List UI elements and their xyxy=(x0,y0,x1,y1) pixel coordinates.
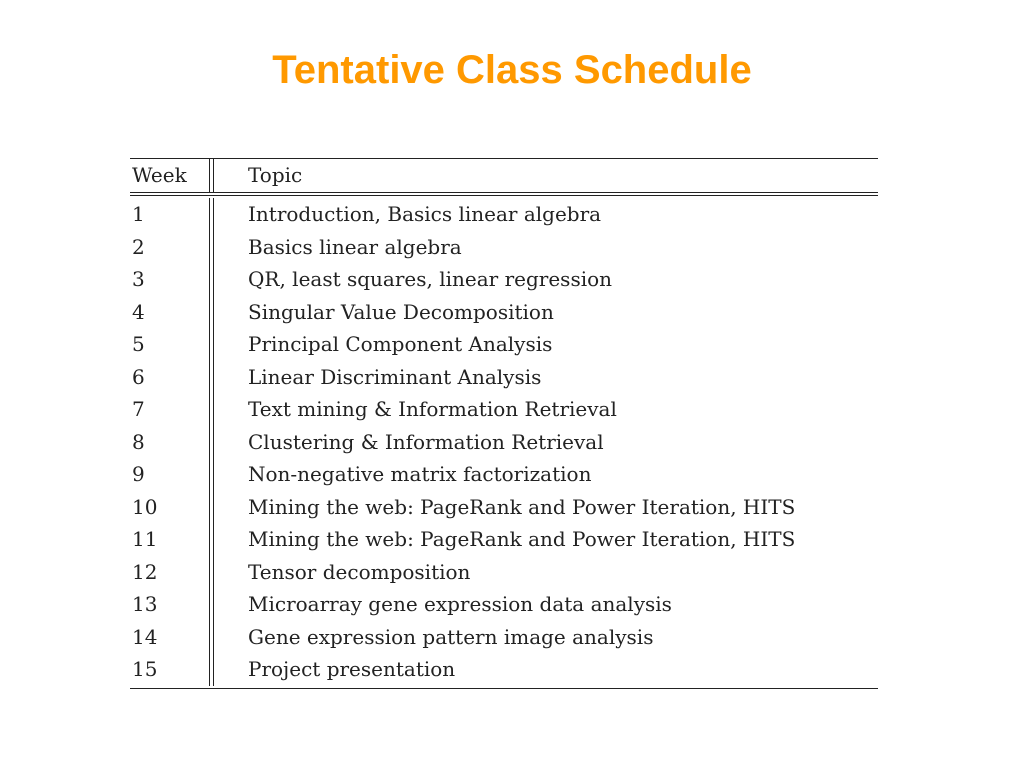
table-row xyxy=(130,653,878,686)
topic-text: Gene expression pattern image analysis xyxy=(248,624,654,649)
week-number: 4 xyxy=(132,299,145,324)
week-number: 10 xyxy=(132,494,158,519)
column-separator xyxy=(209,491,214,524)
table-row xyxy=(130,491,878,524)
week-number: 7 xyxy=(132,397,145,421)
week-number: 12 xyxy=(132,559,158,584)
table-row xyxy=(130,621,878,654)
table-row xyxy=(130,523,878,556)
column-separator xyxy=(209,556,214,589)
topic-text: Microarray gene expression data analysis xyxy=(248,592,672,616)
topic-text: Mining the web: PageRank and Power Iteration, HITS xyxy=(248,494,796,519)
week-number: 11 xyxy=(132,527,158,551)
topic-text: Non-negative matrix factorization xyxy=(248,462,592,486)
topic-text: Mining the web: PageRank and Power Iteration, HITS xyxy=(248,527,796,551)
week-number: 2 xyxy=(132,234,145,259)
week-number: 5 xyxy=(132,332,145,356)
topic-text: Singular Value Decomposition xyxy=(248,299,554,324)
table-header-row xyxy=(130,159,878,192)
week-number: 8 xyxy=(132,429,145,454)
topic-text: QR, least squares, linear regression xyxy=(248,267,613,291)
week-column-header: Week xyxy=(132,163,187,187)
table-row xyxy=(130,458,878,491)
column-separator xyxy=(209,621,214,654)
table-bottom-rule xyxy=(130,688,878,689)
week-number: 6 xyxy=(132,364,145,389)
week-number: 3 xyxy=(132,267,145,291)
table-row xyxy=(130,296,878,329)
column-separator xyxy=(209,393,214,426)
topic-column-header: Topic xyxy=(248,163,303,187)
topic-text: Clustering & Information Retrieval xyxy=(248,429,604,454)
topic-text: Linear Discriminant Analysis xyxy=(248,364,542,389)
topic-text: Text mining & Information Retrieval xyxy=(248,397,617,421)
column-separator xyxy=(209,361,214,394)
column-separator xyxy=(209,198,214,231)
table-row xyxy=(130,231,878,264)
week-number: 13 xyxy=(132,592,158,616)
column-separator xyxy=(209,263,214,296)
topic-text: Introduction, Basics linear algebra xyxy=(248,202,602,226)
table-row xyxy=(130,426,878,459)
week-number: 15 xyxy=(132,657,158,681)
slide-title: Tentative Class Schedule xyxy=(272,48,752,92)
table-row xyxy=(130,556,878,589)
topic-text: Tensor decomposition xyxy=(248,559,471,584)
week-number: 14 xyxy=(132,624,158,649)
topic-text: Basics linear algebra xyxy=(248,234,462,259)
table-body xyxy=(130,196,878,688)
column-separator xyxy=(209,426,214,459)
week-number: 1 xyxy=(132,202,145,226)
topic-text: Principal Component Analysis xyxy=(248,332,553,356)
table-row xyxy=(130,263,878,296)
column-separator xyxy=(209,159,214,192)
schedule-table xyxy=(130,158,878,689)
column-separator xyxy=(209,458,214,491)
topic-text: Project presentation xyxy=(248,657,456,681)
table-row xyxy=(130,361,878,394)
table-row xyxy=(130,198,878,231)
column-separator xyxy=(209,523,214,556)
column-separator xyxy=(209,296,214,329)
table-row xyxy=(130,588,878,621)
column-separator xyxy=(209,653,214,686)
column-separator xyxy=(209,328,214,361)
week-number: 9 xyxy=(132,462,145,486)
column-separator xyxy=(209,231,214,264)
column-separator xyxy=(209,588,214,621)
table-row xyxy=(130,328,878,361)
table-row xyxy=(130,393,878,426)
